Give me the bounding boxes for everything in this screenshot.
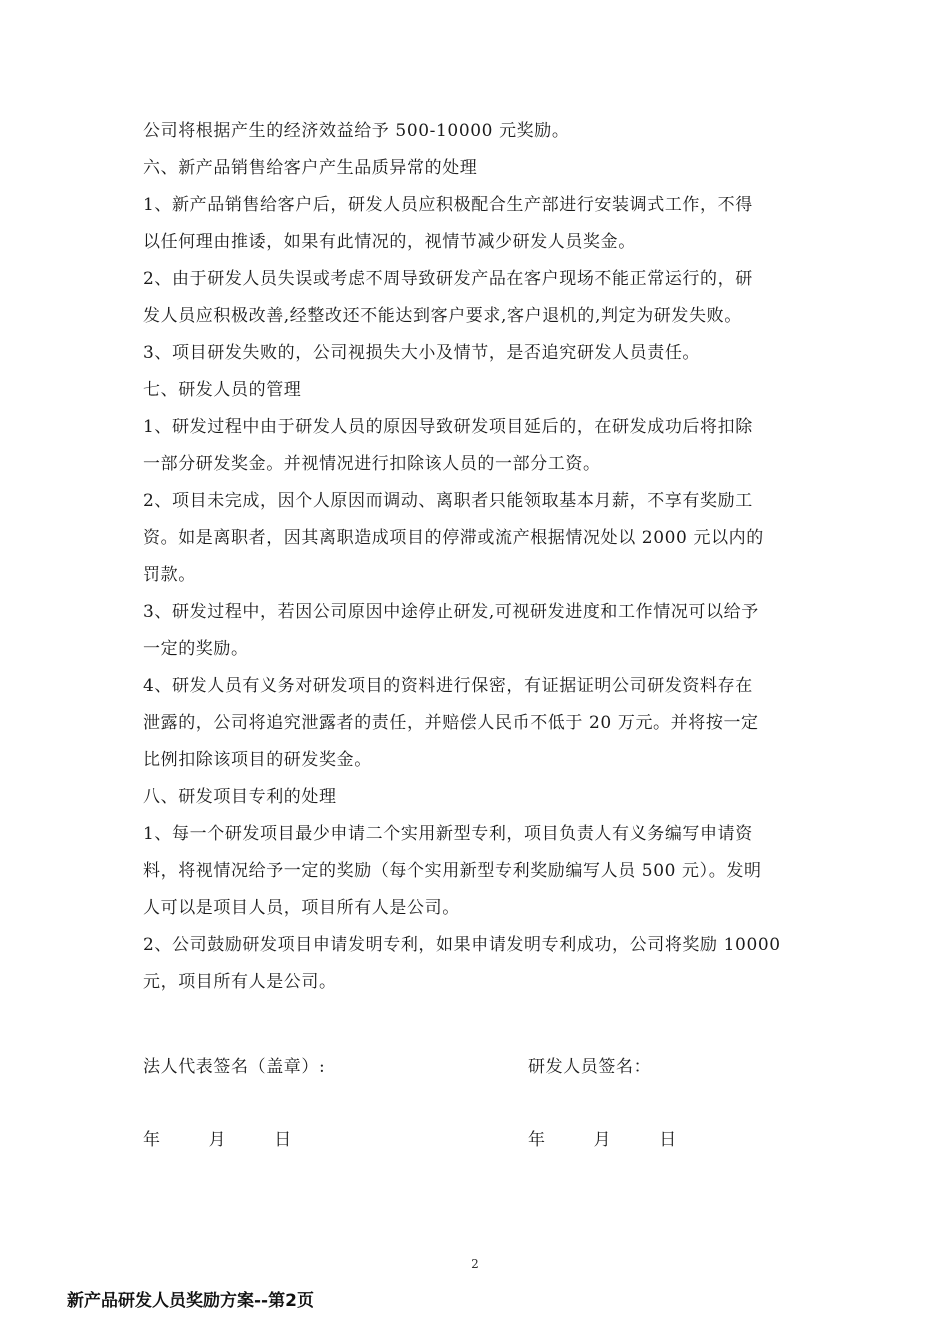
legal-rep-date <box>143 1125 340 1155</box>
date-year: 年 <box>143 1130 161 1150</box>
body-line: 2、由于研发人员失误或考虑不周导致研发产品在客户现场不能正常运行的，研 <box>143 269 753 289</box>
body-line: 泄露的，公司将追究泄露者的责任，并赔偿人民币不低于 20 万元。并将按一定 <box>143 713 759 733</box>
body-line: 1、新产品销售给客户后，研发人员应积极配合生产部进行安装调式工作，不得 <box>143 195 753 215</box>
body-line: 1、每一个研发项目最少申请二个实用新型专利，项目负责人有义务编写申请资 <box>143 824 753 844</box>
body-line: 3、研发过程中，若因公司原因中途停止研发,可视研发进度和工作情况可以给予 <box>143 602 759 622</box>
body-line: 1、研发过程中由于研发人员的原因导致研发项目延后的，在研发成功后将扣除 <box>143 417 753 437</box>
legal-rep-signature-label: 法人代表签名（盖章）: <box>143 1057 326 1077</box>
section-heading: 七、研发人员的管理 <box>143 380 302 400</box>
body-line: 发人员应积极改善,经整改还不能达到客户要求,客户退机的,判定为研发失败。 <box>143 306 742 326</box>
page-number: 2 <box>471 1257 479 1271</box>
document-body <box>143 113 808 1001</box>
body-line: 比例扣除该项目的研发奖金。 <box>143 750 372 770</box>
date-month: 月 <box>593 1130 612 1150</box>
body-line: 人可以是项目人员，项目所有人是公司。 <box>143 898 460 918</box>
date-year: 年 <box>528 1130 546 1150</box>
body-line: 公司将根据产生的经济效益给予 500-10000 元奖励。 <box>143 121 570 141</box>
body-line: 4、研发人员有义务对研发项目的资料进行保密，有证据证明公司研发资料存在 <box>143 676 753 696</box>
body-line: 元，项目所有人是公司。 <box>143 972 337 992</box>
footer-title: 新产品研发人员奖励方案--第2页 <box>67 1291 314 1311</box>
section-heading: 六、新产品销售给客户产生品质异常的处理 <box>143 158 478 178</box>
body-line: 2、公司鼓励研发项目申请发明专利，如果申请发明专利成功，公司将奖励 10000 <box>143 935 781 955</box>
body-line: 一部分研发奖金。并视情况进行扣除该人员的一部分工资。 <box>143 454 601 474</box>
date-day: 日 <box>274 1130 292 1150</box>
body-line: 2、项目未完成，因个人原因而调动、离职者只能领取基本月薪，不享有奖励工 <box>143 491 753 511</box>
date-day: 日 <box>659 1130 677 1150</box>
body-line: 资。如是离职者，因其离职造成项目的停滞或流产根据情况处以 2000 元以内的 <box>143 528 764 548</box>
rd-staff-signature-label: 研发人员签名： <box>528 1057 652 1077</box>
body-line: 料，将视情况给予一定的奖励（每个实用新型专利奖励编写人员 500 元）。发明 <box>143 861 762 881</box>
body-line: 3、项目研发失败的，公司视损失大小及情节，是否追究研发人员责任。 <box>143 343 701 363</box>
body-line: 罚款。 <box>143 565 196 585</box>
date-month: 月 <box>208 1130 227 1150</box>
rd-staff-date <box>528 1125 725 1155</box>
body-line: 一定的奖励。 <box>143 639 249 659</box>
body-line: 以任何理由推诿，如果有此情况的，视情节减少研发人员奖金。 <box>143 232 636 252</box>
section-heading: 八、研发项目专利的处理 <box>143 787 337 807</box>
